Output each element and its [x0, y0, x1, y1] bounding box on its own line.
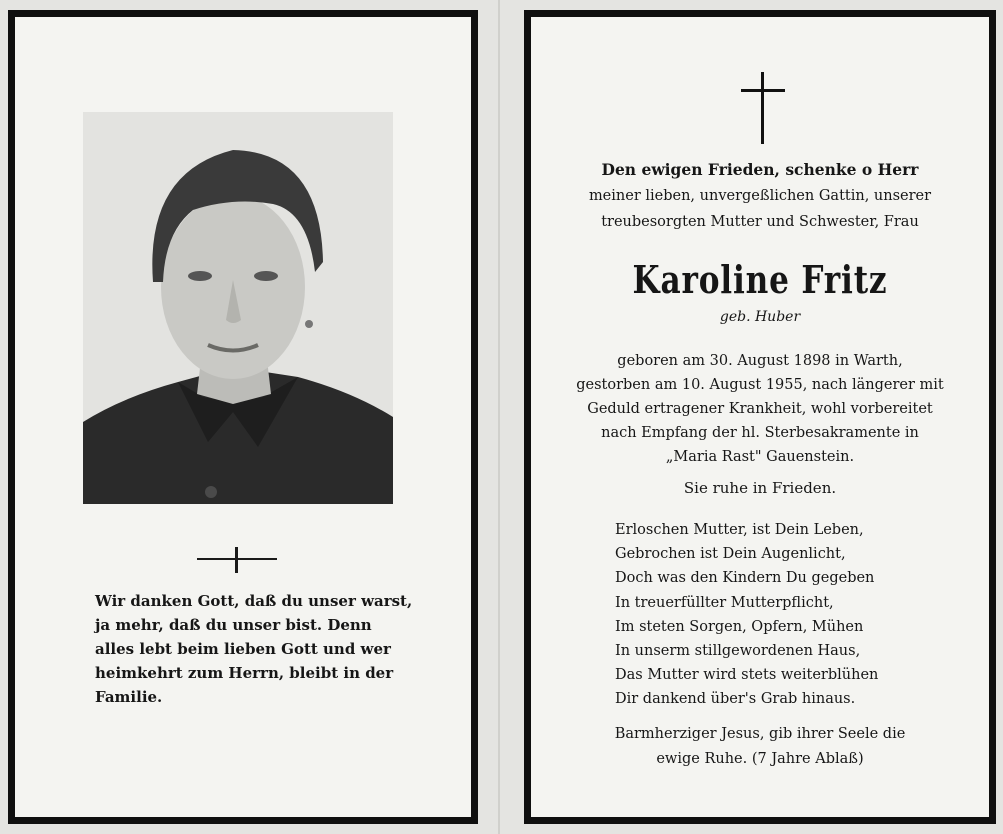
biography	[531, 349, 989, 469]
portrait-image	[83, 112, 393, 504]
poem-line: Gebrochen ist Dein Augenlicht,	[615, 546, 846, 563]
thanks-verse	[95, 589, 413, 709]
rest-in-peace: Sie ruhe in Frieden.	[683, 479, 837, 497]
thanks-line: alles lebt beim lieben Gott und wer	[95, 640, 391, 658]
thanks-line: Wir danken Gott, daß du unser warst,	[95, 592, 413, 610]
poem-line: Doch was den Kindern Du gegeben	[615, 570, 875, 587]
cross-icon	[741, 72, 785, 144]
bio-line: „Maria Rast" Gauenstein.	[665, 449, 855, 465]
intro-text	[531, 157, 989, 235]
maiden-name: geb. Huber	[719, 309, 801, 325]
poem-line: In treuerfüllter Mutterpflicht,	[615, 594, 834, 611]
intro-line: Den ewigen Frieden, schenke o Herr	[601, 160, 919, 179]
poem-line: Dir dankend über's Grab hinaus.	[615, 691, 856, 708]
bio-line: nach Empfang der hl. Sterbesakramente in	[601, 425, 919, 441]
bio-line: Geduld ertragener Krankheit, wohl vorbereitet	[587, 401, 933, 417]
poem-line: Erloschen Mutter, ist Dein Leben,	[615, 522, 864, 538]
poem-line: Im steten Sorgen, Opfern, Mühen	[615, 618, 864, 635]
page-fold	[498, 0, 500, 834]
poem-line: In unserm stillgewordenen Haus,	[615, 643, 861, 660]
memorial-poem	[615, 518, 878, 712]
prayer-line: Barmherziger Jesus, gib ihrer Seele die	[614, 726, 906, 742]
intro-line: treubesorgten Mutter und Schwester, Frau	[601, 214, 919, 230]
left-card	[8, 10, 478, 824]
thanks-line: Familie.	[95, 688, 163, 706]
right-card	[524, 10, 996, 824]
closing-prayer	[531, 722, 989, 772]
prayer-line: ewige Ruhe. (7 Jahre Ablaß)	[656, 751, 864, 767]
poem-line: Das Mutter wird stets weiterblühen	[615, 667, 879, 684]
deceased-name: Karoline Fritz	[632, 257, 888, 302]
cross-divider-icon	[197, 547, 277, 573]
intro-line: meiner lieben, unvergeßlichen Gattin, unserer	[588, 188, 932, 204]
bio-line: geboren am 30. August 1898 in Warth,	[617, 353, 903, 369]
thanks-line: ja mehr, daß du unser bist. Denn	[95, 616, 372, 634]
bio-line: gestorben am 10. August 1955, nach längerer mit	[576, 377, 944, 393]
portrait-photo	[83, 112, 393, 504]
thanks-line: heimkehrt zum Herrn, bleibt in der	[95, 664, 394, 682]
